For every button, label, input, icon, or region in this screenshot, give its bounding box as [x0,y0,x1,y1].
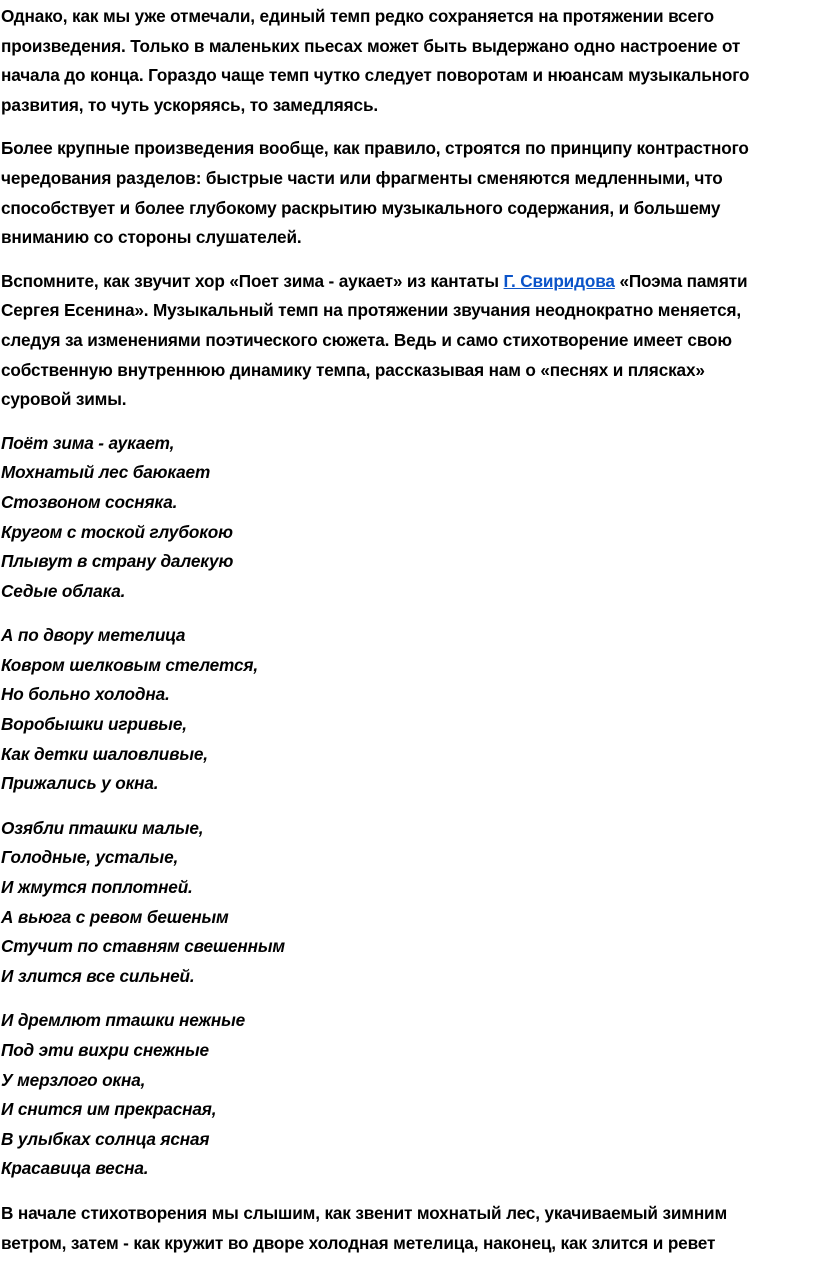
composer-link[interactable]: Г. Свиридова [503,270,615,291]
text-line: Однако, как мы уже отмечали, единый темп редко сохраняется на протяжении всего [1,6,715,26]
text-line: ветром, затем - как кружит во дворе холодная метелица, наконец, как злится и ревет [1,1232,716,1253]
text-line: В начале стихотворения мы слышим, как звенит мохнатый лес, укачиваемый зимним [1,1202,728,1223]
poem-line: Прижались у окна. [1,773,159,794]
poem-line: Как детки шаловливые, [1,743,208,764]
text-line: вниманию со стороны слушателей. [1,227,302,248]
poem-line: И дремлют пташки нежные [1,1010,246,1031]
poem-line: Воробышки игривые, [1,714,187,735]
poem-line: Мохнатый лес баюкает [1,462,211,483]
text-segment: «Поэма памяти [614,270,748,291]
paragraph-contrast-sections [1,134,816,252]
poem-line: Стучит по ставням свешенным [1,936,285,957]
poem-line: Ковром шелковым стелется, [1,654,258,675]
paragraph-poem-analysis [1,1199,816,1258]
text-segment: Вспомните, как звучит хор «Поет зима - аукает» из кантаты [1,270,504,291]
poem-line: В улыбках солнца ясная [1,1128,210,1149]
poem-line: Кругом с тоской глубокою [1,521,233,542]
text-line: способствует и более глубокому раскрытию музыкального содержания, и большему [1,197,721,218]
poem-line: А вьюга с ревом бешеным [1,906,229,927]
text-line: следуя за изменениями поэтического сюжета. Ведь и само стихотворение имеет свою [1,329,732,350]
text-line [1,267,816,297]
poem-line: Но больно холодна. [1,684,170,705]
text-line: развития, то чуть ускоряясь, то замедляясь. [1,94,378,115]
poem-line: И злится все сильней. [1,965,195,986]
poem-line: И снится им прекрасная, [1,1099,217,1120]
poem-stanza-2 [1,621,816,799]
poem-line: И жмутся поплотней. [1,877,193,898]
poem-stanza-1 [1,429,816,607]
text-line: произведения. Только в маленьких пьесах может быть выдержано одно настроение от [1,35,741,56]
text-line: суровой зимы. [1,389,127,410]
poem-line: Плывут в страну далекую [1,551,234,572]
poem-line: У мерзлого окна, [1,1069,146,1090]
poem-line: Под эти вихри снежные [1,1040,209,1060]
poem-stanza-4 [1,1006,816,1184]
poem-line: А по двору метелица [1,625,186,646]
text-line: Сергея Есенина». Музыкальный темп на протяжении звучания неоднократно меняется, [1,300,742,321]
poem-line: Стозвоном сосняка. [1,491,178,512]
poem-line: Седые облака. [1,580,126,601]
text-line: начала до конца. Гораздо чаще темп чутко следует поворотам и нюансам музыкального [1,65,750,86]
poem-line: Поёт зима - аукает, [1,432,175,453]
poem-line: Голодные, усталые, [1,847,179,868]
poem-stanza-3 [1,814,816,992]
paragraph-sviridov-choir [1,267,816,415]
text-line: Более крупные произведения вообще, как правило, строятся по принципу контрастного [1,138,749,159]
poem-line: Красавица весна. [1,1158,149,1179]
poem-line: Озябли пташки малые, [1,817,204,838]
paragraph-tempo-changes [1,2,816,120]
text-line: собственную внутреннюю динамику темпа, рассказывая нам о «песнях и плясках» [1,359,705,380]
text-line: чередования разделов: быстрые части или фрагменты сменяются медленными, что [1,167,723,188]
